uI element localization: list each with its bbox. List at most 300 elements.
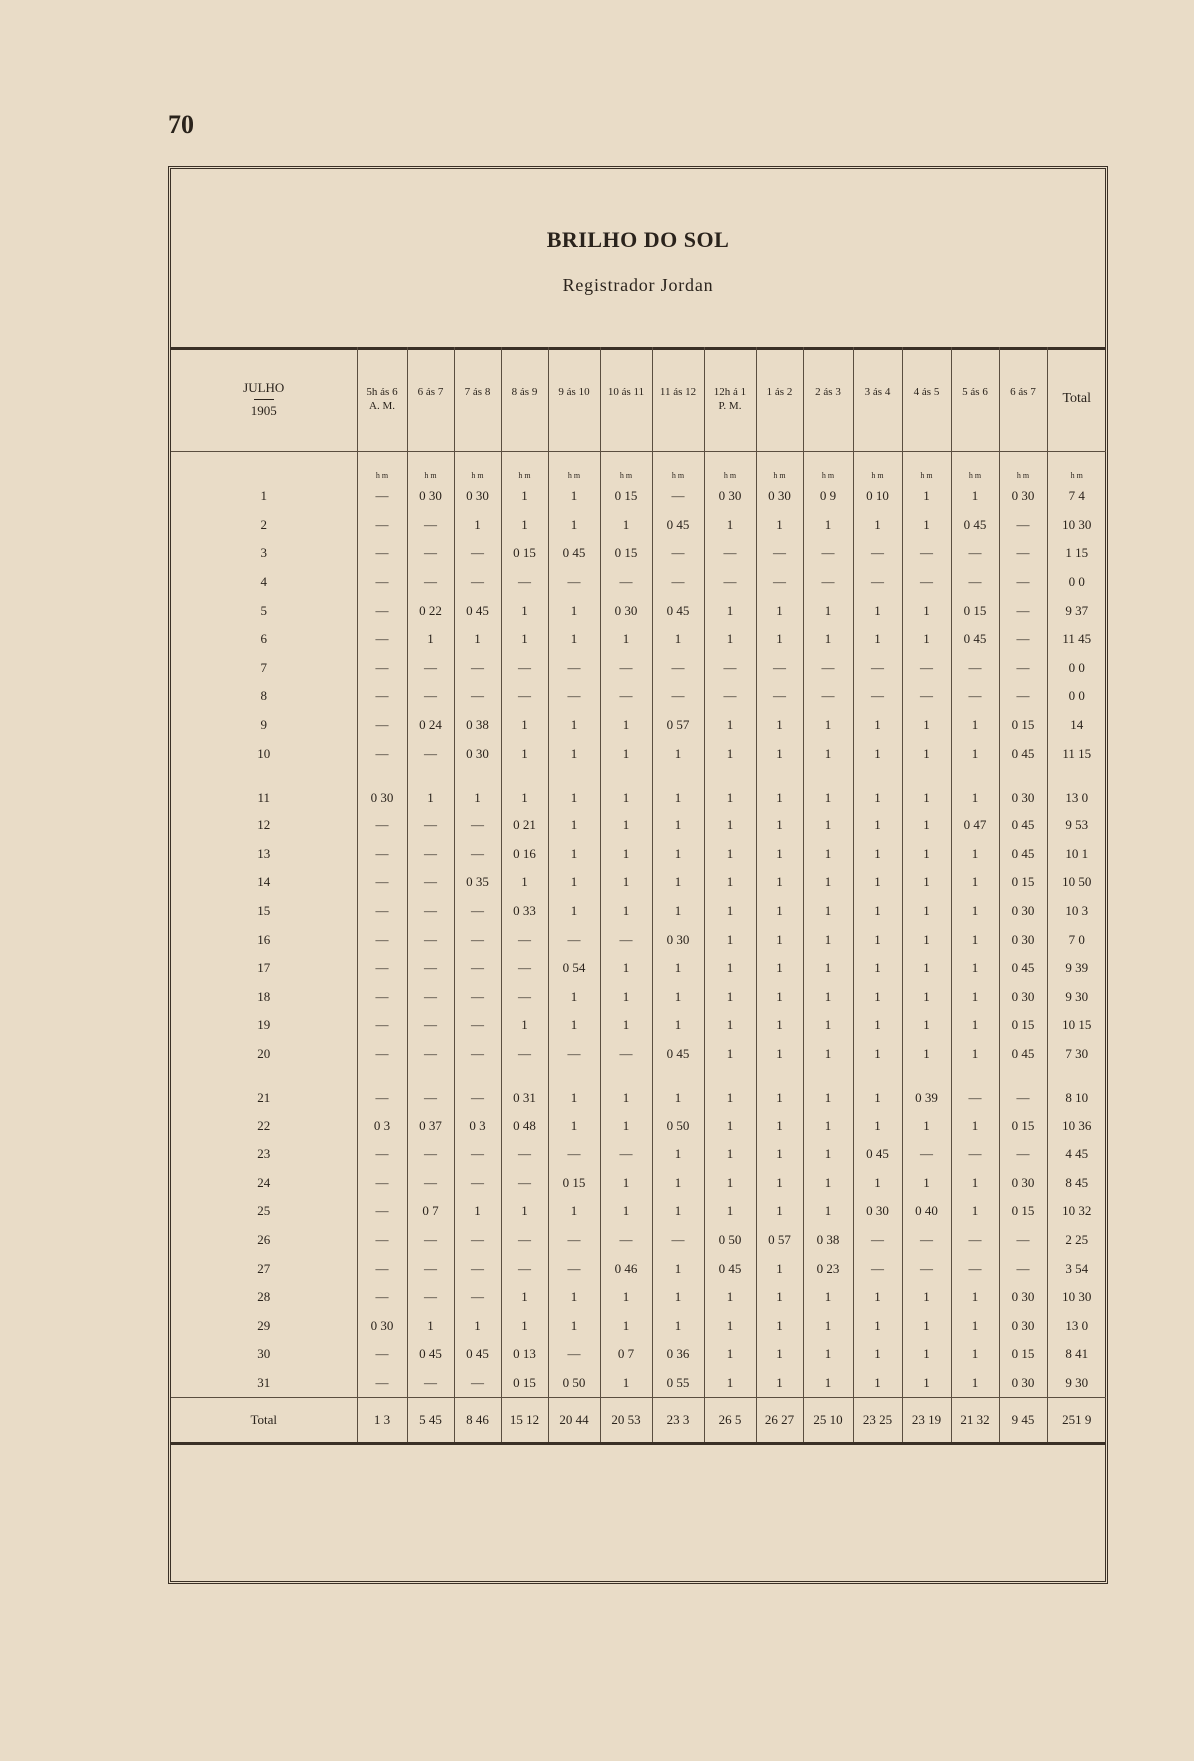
hour-cell: 1	[951, 983, 999, 1012]
hour-cell: —	[407, 1226, 454, 1255]
hour-cell: 1	[652, 625, 704, 654]
hour-cell: —	[902, 568, 951, 597]
hour-cell: 1	[704, 811, 756, 840]
hour-cell: —	[951, 682, 999, 711]
hour-cell: —	[407, 539, 454, 568]
hour-cell: 1	[756, 868, 803, 897]
hour-cell: 1	[756, 1311, 803, 1340]
hour-cell: 1	[704, 1168, 756, 1197]
row-total-cell: 11 45	[1047, 625, 1106, 654]
hour-cell: —	[999, 1140, 1047, 1169]
day-cell: 8	[260, 688, 267, 704]
hour-cell: —	[951, 1068, 999, 1111]
hour-cell: —	[357, 1369, 407, 1398]
hour-cell: 1	[902, 840, 951, 869]
hour-cell: 0 7	[407, 1197, 454, 1226]
hour-cell: 1	[902, 1369, 951, 1398]
hour-cell: —	[600, 1040, 652, 1069]
hour-cell: 1	[756, 739, 803, 768]
row-total-cell: 8 45	[1047, 1168, 1106, 1197]
hour-cell: 0 30	[407, 482, 454, 511]
hour-cell: 0 22	[407, 596, 454, 625]
hour-cell: —	[407, 954, 454, 983]
hour-cell: —	[407, 983, 454, 1012]
hour-cell: 1	[600, 1311, 652, 1340]
hour-cell: 1	[652, 868, 704, 897]
unit-label: h m	[803, 452, 853, 483]
hour-cell: —	[548, 1140, 600, 1169]
table-row	[171, 1111, 1106, 1140]
hour-cell: —	[652, 482, 704, 511]
hour-cell: 0 45	[704, 1254, 756, 1283]
hour-cell: 1	[853, 1011, 902, 1040]
sunshine-table	[171, 347, 1106, 1445]
hour-cell: —	[357, 739, 407, 768]
hour-cell: 1	[407, 1311, 454, 1340]
hour-cell: —	[407, 654, 454, 683]
hour-cell: —	[999, 1254, 1047, 1283]
hour-cell: —	[652, 682, 704, 711]
hour-cell: 0 38	[454, 711, 501, 740]
meridiem-label	[903, 399, 951, 413]
hour-cell: 1	[548, 983, 600, 1012]
table-row	[171, 897, 1106, 926]
hour-cell: —	[501, 1040, 548, 1069]
hour-column-header	[600, 347, 652, 452]
day-cell: 11	[257, 789, 271, 805]
hour-cell: 0 39	[902, 1068, 951, 1111]
hour-cell: 1	[902, 482, 951, 511]
hour-cell: —	[357, 1040, 407, 1069]
units-spacer	[171, 452, 357, 483]
column-total-cell: 21 32	[951, 1398, 999, 1444]
day-cell: 20	[257, 1045, 271, 1061]
day-cell: 17	[257, 960, 271, 976]
hour-cell: 0 15	[999, 1111, 1047, 1140]
hour-cell: —	[501, 983, 548, 1012]
hour-cell: 1	[501, 711, 548, 740]
row-total-cell: 7 0	[1047, 925, 1106, 954]
hour-cell: 0 54	[548, 954, 600, 983]
hour-cell: 1	[704, 983, 756, 1012]
hour-cell: 0 30	[454, 482, 501, 511]
hour-cell: 0 45	[999, 840, 1047, 869]
hour-cell: 0 48	[501, 1111, 548, 1140]
hour-cell: 0 30	[999, 983, 1047, 1012]
meridiem-label	[455, 399, 501, 413]
hour-cell: 0 30	[704, 482, 756, 511]
unit-label: h m	[704, 452, 756, 483]
meridiem-label	[757, 399, 803, 413]
hour-cell: 1	[652, 954, 704, 983]
hour-cell: 0 47	[951, 811, 999, 840]
row-total-cell: 8 41	[1047, 1340, 1106, 1369]
hour-cell: 1	[652, 840, 704, 869]
hour-cell: —	[548, 568, 600, 597]
table-row	[171, 568, 1106, 597]
hour-cell: 1	[803, 1140, 853, 1169]
row-total-cell: 10 32	[1047, 1197, 1106, 1226]
hour-cell: —	[454, 1226, 501, 1255]
hour-cell: 0 15	[999, 711, 1047, 740]
hour-cell: 1	[853, 768, 902, 811]
table-row	[171, 811, 1106, 840]
hour-cell: 0 37	[407, 1111, 454, 1140]
hour-cell: 0 30	[999, 1369, 1047, 1398]
hour-cell: 1	[704, 711, 756, 740]
hour-cell: —	[357, 954, 407, 983]
hour-cell: —	[407, 840, 454, 869]
hour-cell: —	[407, 1369, 454, 1398]
hour-cell: —	[454, 682, 501, 711]
hour-cell: 1	[704, 954, 756, 983]
hour-cell: —	[600, 925, 652, 954]
hour-cell: 0 30	[999, 768, 1047, 811]
meridiem-label	[601, 399, 652, 413]
hour-cell: —	[756, 682, 803, 711]
hour-cell: —	[454, 1140, 501, 1169]
hour-cell: 1	[756, 811, 803, 840]
hour-cell: 0 35	[454, 868, 501, 897]
day-cell: 23	[257, 1146, 271, 1162]
hour-cell: —	[902, 654, 951, 683]
unit-label: h m	[454, 452, 501, 483]
hour-column-header	[902, 347, 951, 452]
hour-cell: 1	[853, 868, 902, 897]
hour-cell: 0 30	[652, 925, 704, 954]
hour-cell: —	[803, 568, 853, 597]
hour-cell: 1	[902, 811, 951, 840]
unit-label: h m	[756, 452, 803, 483]
hour-cell: 0 9	[803, 482, 853, 511]
row-total-cell: 0 0	[1047, 654, 1106, 683]
hour-cell: 1	[853, 1311, 902, 1340]
hour-cell: —	[357, 811, 407, 840]
hour-cell: —	[600, 568, 652, 597]
hour-cell: 1	[600, 897, 652, 926]
hour-cell: —	[501, 1168, 548, 1197]
hour-cell: 1	[951, 925, 999, 954]
meridiem-label	[408, 399, 454, 413]
unit-label: h m	[548, 452, 600, 483]
meridiem-label	[1000, 399, 1047, 413]
hour-cell: 1	[704, 1369, 756, 1398]
table-row	[171, 596, 1106, 625]
hour-cell: 1	[548, 768, 600, 811]
hour-cell: —	[454, 954, 501, 983]
totals-label: Total	[171, 1398, 357, 1444]
hour-cell: 1	[803, 511, 853, 540]
hour-cell: 1	[652, 768, 704, 811]
hour-cell: 0 15	[501, 1369, 548, 1398]
hour-cell: 1	[756, 1068, 803, 1111]
hour-cell: 1	[501, 625, 548, 654]
hour-cell: 0 15	[999, 1011, 1047, 1040]
hour-cell: —	[454, 1283, 501, 1312]
hour-cell: —	[756, 539, 803, 568]
meridiem-label	[804, 399, 853, 413]
hour-cell: 1	[853, 1283, 902, 1312]
meridiem-label: P. M.	[718, 400, 742, 412]
table-row	[171, 1140, 1106, 1169]
hour-cell: 1	[704, 840, 756, 869]
hour-cell: 1	[853, 1369, 902, 1398]
hour-cell: 0 13	[501, 1340, 548, 1369]
table-row	[171, 1283, 1106, 1312]
hour-cell: 1	[902, 983, 951, 1012]
hour-cell: 1	[548, 811, 600, 840]
hour-cell: 1	[600, 1111, 652, 1140]
day-cell: 14	[257, 874, 271, 890]
hour-cell: —	[501, 568, 548, 597]
hour-cell: —	[853, 1226, 902, 1255]
hour-cell: 1	[756, 983, 803, 1012]
hour-cell: 1	[704, 1340, 756, 1369]
hour-cell: —	[357, 897, 407, 926]
hour-cell: —	[501, 682, 548, 711]
hour-cell: —	[548, 1040, 600, 1069]
hour-cell: 1	[600, 625, 652, 654]
hour-cell: 0 21	[501, 811, 548, 840]
row-total-cell: 2 25	[1047, 1226, 1106, 1255]
hour-cell: 1	[454, 511, 501, 540]
meridiem-label	[549, 399, 600, 413]
hour-cell: 1	[652, 1311, 704, 1340]
hour-cell: 1	[951, 768, 999, 811]
hour-cell: —	[951, 568, 999, 597]
table-row	[171, 739, 1106, 768]
hour-cell: 1	[652, 1197, 704, 1226]
hour-cell: 1	[902, 954, 951, 983]
hour-range-label: 5 ás 6	[962, 386, 988, 398]
hour-cell: 0 45	[951, 511, 999, 540]
hour-cell: —	[454, 811, 501, 840]
hour-cell: 1	[902, 868, 951, 897]
grand-total-cell: 251 9	[1047, 1398, 1106, 1444]
hour-cell: —	[999, 511, 1047, 540]
hour-range-label: 6 ás 7	[1010, 386, 1036, 398]
table-row	[171, 1369, 1106, 1398]
hour-cell: 1	[704, 925, 756, 954]
hour-cell: 1	[902, 1011, 951, 1040]
hour-cell: —	[407, 1011, 454, 1040]
hour-cell: 1	[756, 925, 803, 954]
hour-cell: 0 38	[803, 1226, 853, 1255]
hour-cell: —	[407, 1068, 454, 1111]
hour-range-label: 7 ás 8	[464, 386, 491, 398]
hour-cell: 1	[600, 1197, 652, 1226]
hour-cell: —	[357, 983, 407, 1012]
row-total-cell: 9 30	[1047, 983, 1106, 1012]
hour-cell: 0 45	[999, 739, 1047, 768]
table-row	[171, 1040, 1106, 1069]
unit-label: h m	[501, 452, 548, 483]
hour-cell: —	[357, 711, 407, 740]
hour-cell: 1	[853, 1111, 902, 1140]
hour-cell: 0 50	[704, 1226, 756, 1255]
hour-cell: —	[652, 568, 704, 597]
hour-cell: 1	[756, 1340, 803, 1369]
hour-column-header	[756, 347, 803, 452]
hour-cell: —	[652, 654, 704, 683]
table-frame	[168, 166, 1108, 1584]
hour-cell: 0 36	[652, 1340, 704, 1369]
column-total-cell: 9 45	[999, 1398, 1047, 1444]
hour-cell: 1	[652, 739, 704, 768]
hour-cell: 1	[756, 1197, 803, 1226]
unit-label: h m	[999, 452, 1047, 483]
hour-cell: 1	[951, 1011, 999, 1040]
hour-cell: 1	[756, 1140, 803, 1169]
hour-cell: —	[902, 1254, 951, 1283]
hour-cell: 0 30	[357, 1311, 407, 1340]
hour-cell: 1	[548, 1011, 600, 1040]
hour-cell: —	[999, 682, 1047, 711]
hour-cell: 1	[902, 1111, 951, 1140]
hour-cell: —	[357, 925, 407, 954]
month-header	[171, 347, 357, 452]
hour-column-header	[652, 347, 704, 452]
hour-cell: —	[999, 596, 1047, 625]
hour-range-label: 11 ás 12	[659, 386, 697, 398]
hour-cell: 1	[902, 1168, 951, 1197]
hour-cell: 1	[902, 1283, 951, 1312]
table-row	[171, 1226, 1106, 1255]
row-total-cell: 7 4	[1047, 482, 1106, 511]
hour-cell: 1	[803, 868, 853, 897]
hour-cell: 1	[803, 1068, 853, 1111]
hour-cell: 1	[501, 482, 548, 511]
hour-cell: 1	[704, 596, 756, 625]
hour-cell: 0 46	[600, 1254, 652, 1283]
hour-cell: —	[951, 1226, 999, 1255]
hour-cell: —	[407, 511, 454, 540]
hour-cell: 1	[853, 511, 902, 540]
day-cell: 19	[257, 1017, 271, 1033]
hour-cell: 0 45	[454, 1340, 501, 1369]
table-row	[171, 511, 1106, 540]
hour-cell: —	[357, 1068, 407, 1111]
total-header: Total	[1047, 347, 1106, 452]
hour-cell: —	[407, 739, 454, 768]
hour-range-label: 9 ás 10	[558, 386, 590, 398]
day-cell: 12	[257, 817, 271, 833]
row-total-cell: 10 36	[1047, 1111, 1106, 1140]
hour-cell: 1	[600, 1283, 652, 1312]
day-cell: 25	[257, 1203, 271, 1219]
row-total-cell: 10 30	[1047, 511, 1106, 540]
hour-cell: —	[902, 682, 951, 711]
hour-cell: 0 10	[853, 482, 902, 511]
hour-cell: —	[652, 1226, 704, 1255]
hour-cell: 0 30	[756, 482, 803, 511]
day-cell: 21	[257, 1090, 271, 1106]
unit-label: h m	[652, 452, 704, 483]
hour-cell: 1	[756, 1040, 803, 1069]
hour-cell: 1	[803, 1311, 853, 1340]
hour-cell: —	[501, 1254, 548, 1283]
meridiem-label	[502, 399, 548, 413]
hour-cell: 1	[803, 1283, 853, 1312]
hour-cell: 1	[951, 840, 999, 869]
hour-cell: 1	[902, 897, 951, 926]
hour-cell: 1	[600, 954, 652, 983]
row-total-cell: 11 15	[1047, 739, 1106, 768]
hour-cell: 1	[853, 1168, 902, 1197]
hour-cell: 1	[454, 768, 501, 811]
hour-cell: —	[357, 840, 407, 869]
hour-cell: —	[407, 568, 454, 597]
hour-cell: 0 15	[548, 1168, 600, 1197]
table-row	[171, 1254, 1106, 1283]
hour-cell: 1	[853, 711, 902, 740]
hour-cell: 0 3	[357, 1111, 407, 1140]
row-total-cell: 4 45	[1047, 1140, 1106, 1169]
hour-cell: —	[951, 1140, 999, 1169]
hour-cell: 1	[501, 768, 548, 811]
row-total-cell: 9 53	[1047, 811, 1106, 840]
table-row	[171, 868, 1106, 897]
hour-cell: 1	[600, 811, 652, 840]
page-number: 70	[168, 110, 194, 139]
day-cell: 30	[257, 1346, 271, 1362]
hour-cell: —	[357, 539, 407, 568]
hour-cell: 0 15	[999, 1197, 1047, 1226]
hour-cell: 1	[548, 1311, 600, 1340]
table-row	[171, 1068, 1106, 1111]
day-cell: 13	[257, 845, 271, 861]
hour-cell: 1	[803, 1197, 853, 1226]
hour-column-header	[548, 347, 600, 452]
row-total-cell: 9 39	[1047, 954, 1106, 983]
hour-cell: 1	[501, 1011, 548, 1040]
column-total-cell: 20 53	[600, 1398, 652, 1444]
table-row	[171, 983, 1106, 1012]
hour-cell: 0 15	[999, 1340, 1047, 1369]
hour-cell: 0 30	[454, 739, 501, 768]
hour-cell: 1	[756, 1011, 803, 1040]
hour-cell: 0 45	[454, 596, 501, 625]
hour-cell: —	[853, 539, 902, 568]
day-cell: 22	[257, 1117, 271, 1133]
column-total-cell: 5 45	[407, 1398, 454, 1444]
column-total-cell: 1 3	[357, 1398, 407, 1444]
hour-cell: —	[407, 1254, 454, 1283]
page-subtitle: Registrador Jordan	[562, 275, 714, 295]
column-total-cell: 8 46	[454, 1398, 501, 1444]
hour-column-header	[501, 347, 548, 452]
hour-cell: 1	[704, 1011, 756, 1040]
row-total-cell: 0 0	[1047, 682, 1106, 711]
hour-range-label: 10 ás 11	[607, 386, 645, 398]
hour-cell: —	[600, 1140, 652, 1169]
unit-label: h m	[1047, 452, 1106, 483]
hour-cell: 1	[951, 897, 999, 926]
hour-cell: 1	[803, 1040, 853, 1069]
hour-cell: 0 30	[999, 482, 1047, 511]
hour-cell: 0 45	[999, 811, 1047, 840]
hour-cell: —	[999, 539, 1047, 568]
hour-cell: 1	[756, 1369, 803, 1398]
hour-cell: —	[357, 1011, 407, 1040]
hour-cell: 1	[548, 1111, 600, 1140]
hour-range-label: 1 ás 2	[766, 386, 793, 398]
hour-cell: 1	[951, 868, 999, 897]
hour-cell: 1	[803, 625, 853, 654]
hour-cell: —	[501, 654, 548, 683]
hour-cell: 1	[803, 983, 853, 1012]
row-total-cell: 10 3	[1047, 897, 1106, 926]
